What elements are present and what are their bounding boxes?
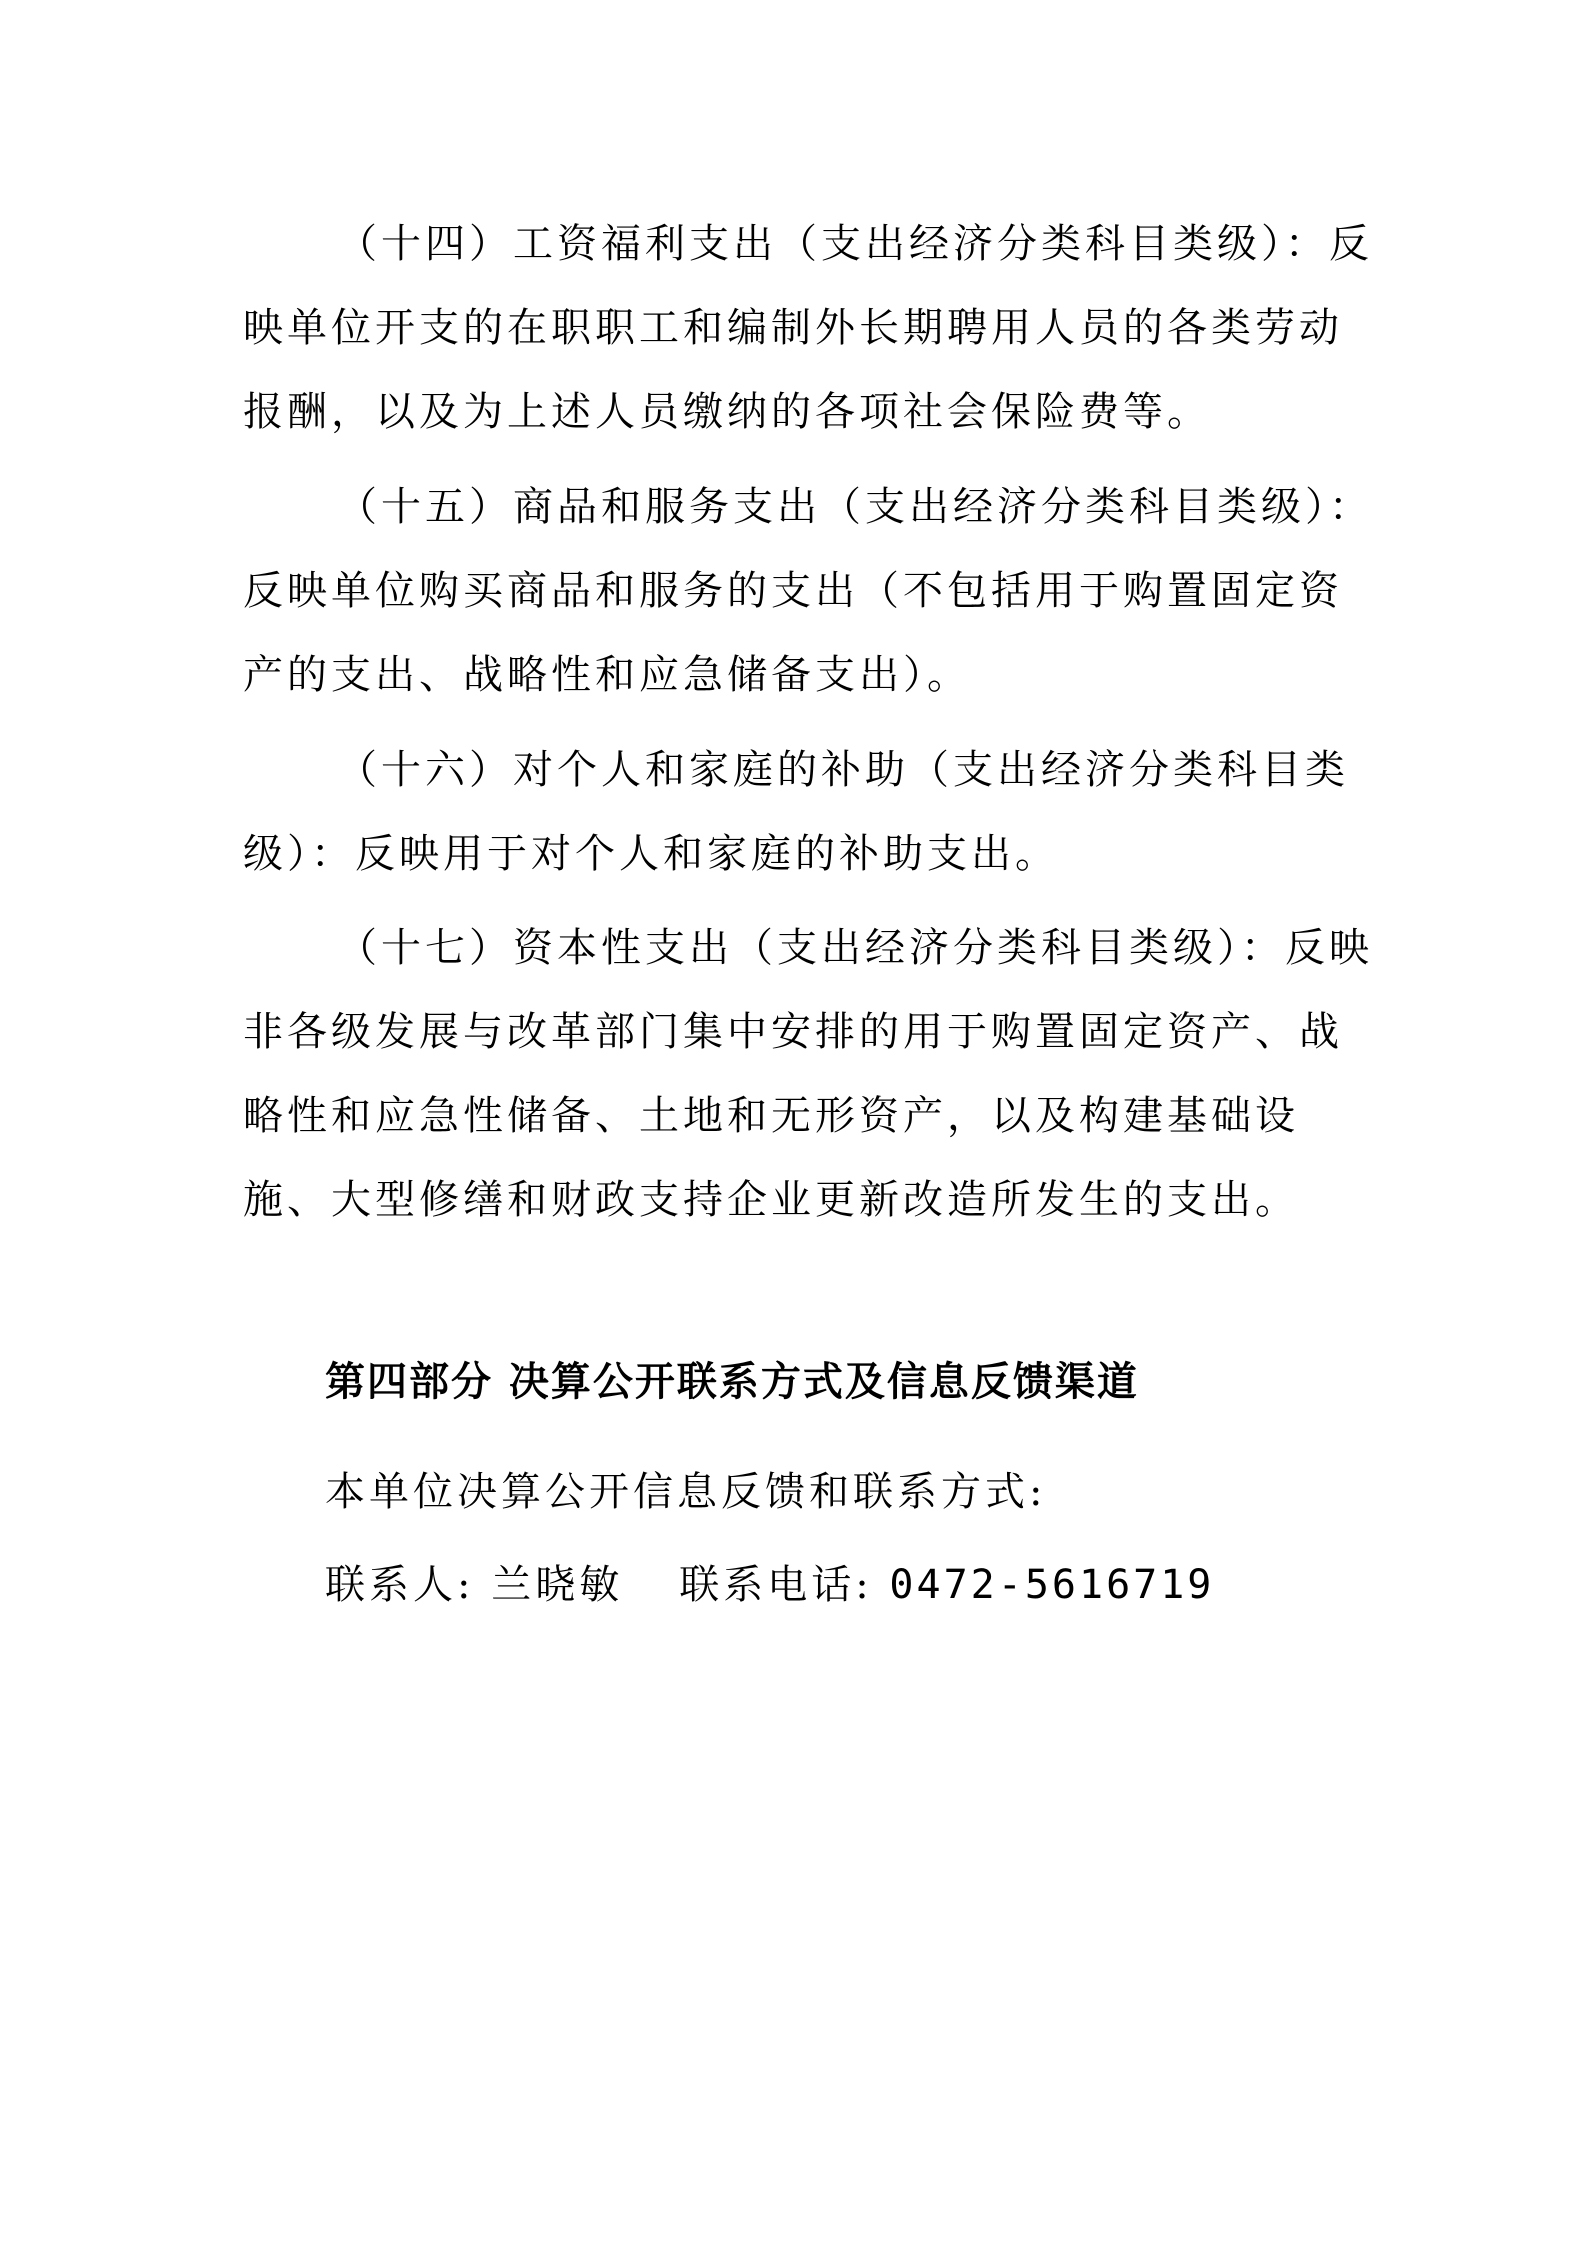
contact-person-name: 兰晓敏 [491, 1562, 624, 1608]
paragraph-line: （十六）对个人和家庭的补助（支出经济分类科目类 [337, 747, 1349, 793]
paragraph-household-subsidy [243, 728, 1363, 896]
paragraph-line: （十四）工资福利支出（支出经济分类科目类级）：反 [337, 221, 1373, 267]
paragraph-line: 略性和应急性储备、土地和无形资产，以及构建基础设 [243, 1093, 1299, 1139]
section-heading: 第四部分 决算公开联系方式及信息反馈渠道 [325, 1359, 1139, 1405]
paragraph-line: 映单位开支的在职职工和编制外长期聘用人员的各类劳动 [243, 305, 1343, 351]
paragraph-capital-expenditure [243, 906, 1373, 1242]
paragraph-line: 产的支出、战略性和应急储备支出）。 [243, 652, 971, 698]
paragraph-line: （十五）商品和服务支出（支出经济分类科目类级）： [337, 484, 1373, 530]
paragraph-line: 报酬，以及为上述人员缴纳的各项社会保险费等。 [243, 389, 1211, 435]
paragraph-goods-services-expenditure [243, 465, 1373, 717]
paragraph-line: 非各级发展与改革部门集中安排的用于购置固定资产、战 [243, 1009, 1343, 1055]
paragraph-line: （十七）资本性支出（支出经济分类科目类级）：反映 [337, 925, 1373, 971]
phone-label: 联系电话: [679, 1562, 873, 1608]
paragraph-line: 反映单位购买商品和服务的支出（不包括用于购置固定资 [243, 568, 1343, 614]
feedback-intro-text: 本单位决算公开信息反馈和联系方式: [325, 1469, 1047, 1515]
paragraph-line: 级）：反映用于对个人和家庭的补助支出。 [243, 831, 1059, 877]
phone-number: 0472-5616719 [889, 1562, 1215, 1608]
paragraph-wage-welfare-expenditure [243, 202, 1373, 454]
contact-line [325, 1553, 1214, 1610]
paragraph-line: 施、大型修缮和财政支持企业更新改造所发生的支出。 [243, 1177, 1299, 1223]
contact-person-label: 联系人: [325, 1562, 475, 1608]
